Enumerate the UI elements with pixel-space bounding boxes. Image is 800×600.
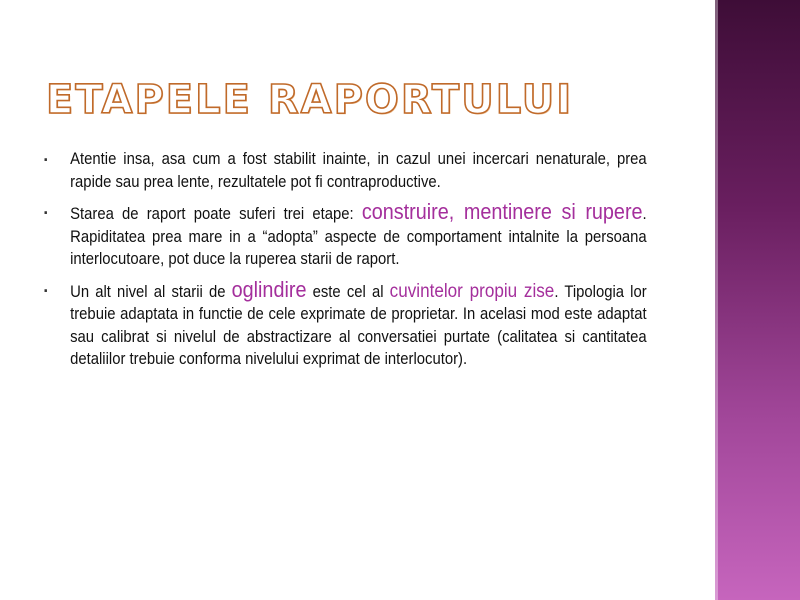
bullet-text: . Tipologia lor trebuie adaptata in functie de cele exprimate de proprietar. In acelasi mod este adaptat sau calibrat si nivelul de abstractizare al conversatiei purtate (calitatea si cantitatea detaliilor trebuie conforma nivelului exprimat de interlocutor). — [70, 282, 647, 368]
square-bullet-icon: ▪ — [44, 284, 48, 297]
bullet-text: Starea de raport poate suferi trei etape: — [70, 205, 362, 223]
bullet-text: Atentie insa, asa cum a fost stabilit inainte, in cazul unei incercari nenaturale, prea rapide sau prea lente, rezultatele pot fi contraproductive. — [70, 150, 647, 191]
bullet-item — [44, 148, 647, 193]
bullet-text: . Rapiditatea prea mare in a “adopta” aspecte de comportament intalnite la persoana interlocutoare, pot duce la ruperea starii de raport. — [70, 205, 647, 268]
side-decoration-band — [715, 0, 800, 600]
square-bullet-icon: ▪ — [44, 154, 48, 166]
slide-title: ETAPELE RAPORTULUI — [46, 77, 574, 123]
bullet-item — [44, 201, 647, 271]
bullet-item — [44, 276, 647, 371]
bullet-text: este cel al — [306, 282, 390, 301]
bullet-text: Un alt nivel al starii de — [70, 282, 232, 301]
highlighted-phrase: construire, mentinere si rupere — [361, 199, 643, 224]
highlighted-phrase: oglindire — [231, 276, 307, 302]
highlighted-phrase: cuvintelor propiu zise — [389, 280, 555, 302]
square-bullet-icon: ▪ — [44, 207, 48, 219]
bullet-list — [44, 148, 666, 379]
